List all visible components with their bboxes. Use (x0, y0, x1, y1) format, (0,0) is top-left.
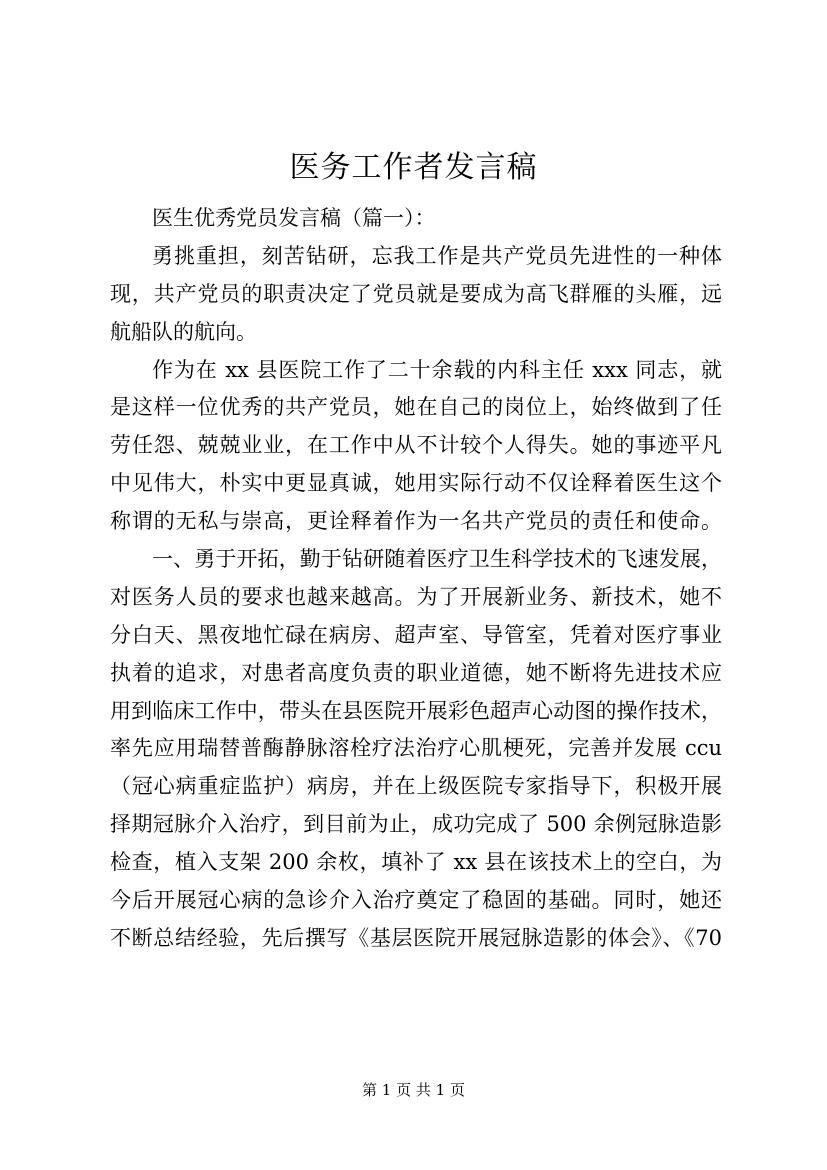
body-line: 今后开展冠心病的急诊介入治疗奠定了稳固的基础。同时，她还 (110, 888, 722, 913)
body-line: 医生优秀党员发言稿（篇一）： (152, 206, 436, 230)
body-line: 不断总结经验，先后撰写《基层医院开展冠脉造影的体会》、《70 (110, 925, 722, 950)
body-line: 用到临床工作中，带头在县医院开展彩色超声心动图的操作技术， (110, 698, 722, 723)
body-line: 航船队的航向。 (110, 319, 257, 344)
page-footer: 第 1 页 共 1 页 (362, 1081, 465, 1099)
body-line: 一、勇于开拓，勤于钻研随着医疗卫生科学技术的飞速发展， (152, 547, 722, 572)
body-line: 择期冠脉介入治疗，到目前为止，成功完成了 500 余例冠脉造影 (110, 812, 722, 837)
body-line: 对医务人员的要求也越来越高。为了开展新业务、新技术，她不 (110, 584, 722, 609)
body-line: 现，共产党员的职责决定了党员就是要成为高飞群雁的头雁，远 (110, 281, 722, 306)
body-line: 劳任怨、兢兢业业，在工作中从不计较个人得失。她的事迹平凡 (110, 433, 722, 458)
body-line: 率先应用瑞替普酶静脉溶栓疗法治疗心肌梗死，完善并发展 ccu (110, 736, 722, 761)
body-line: 分白天、黑夜地忙碌在病房、超声室、导管室，凭着对医疗事业 (110, 622, 722, 647)
body-line: 执着的追求，对患者高度负责的职业道德，她不断将先进技术应 (110, 660, 722, 685)
document-body (110, 200, 722, 958)
body-line: （冠心病重症监护）病房，并在上级医院专家指导下，积极开展 (110, 774, 722, 799)
body-line: 是这样一位优秀的共产党员，她在自己的岗位上，始终做到了任 (110, 395, 722, 420)
body-line: 称谓的无私与崇高，更诠释着作为一名共产党员的责任和使命。 (110, 509, 722, 534)
document-title: 医务工作者发言稿 (289, 150, 538, 185)
body-line: 勇挑重担，刻苦钻研，忘我工作是共产党员先进性的一种体 (152, 243, 722, 268)
body-line: 检查，植入支架 200 余枚，填补了 xx 县在该技术上的空白，为 (110, 850, 722, 875)
body-line: 作为在 xx 县医院工作了二十余载的内科主任 xxx 同志，就 (152, 357, 722, 382)
body-line: 中见伟大，朴实中更显真诚，她用实际行动不仅诠释着医生这个 (110, 471, 722, 496)
